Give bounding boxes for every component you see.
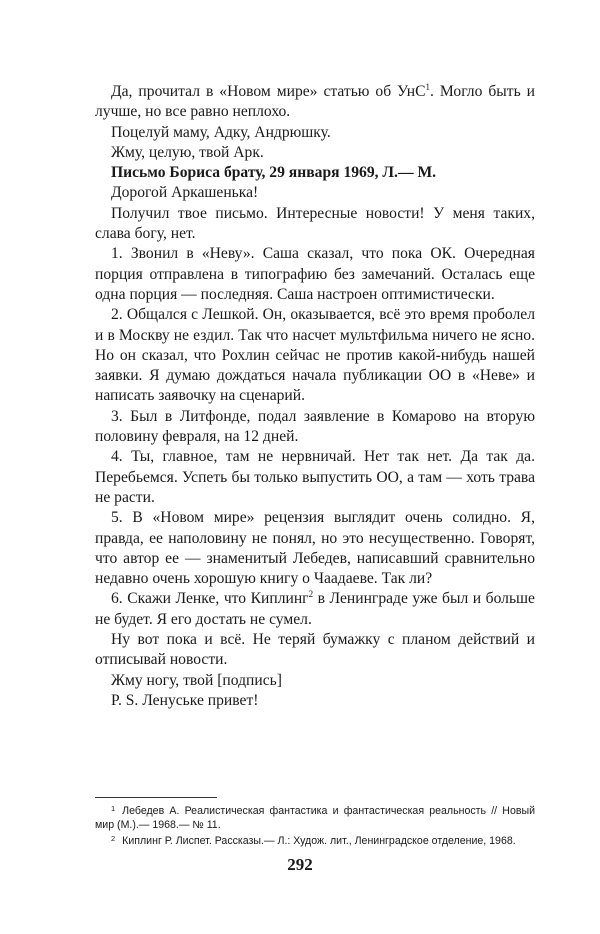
intro-line2: Поцелуй маму, Адку, Андрюшку. — [111, 123, 331, 141]
letter-postscript: P. S. Ленуське привет! — [111, 691, 259, 709]
footnote-ref-2: 2 — [308, 589, 314, 600]
letter-paragraph: 2. Общался с Лешкой. Он, оказывается, всё это время проболел и в Москву не ездил. Так что насчет мультфильма ничего не ясно. Но он сказал, что Рохлин сейчас не против какой-нибудь нашей заявки. Я думаю дождаться начала публикации ОО в «Неве» и написать заявочку на сценарий. — [95, 306, 535, 405]
letter-heading: Письмо Бориса брату, 29 января 1969, Л.— М. — [111, 164, 437, 182]
intro-paragraph — [95, 82, 535, 123]
footnote-number: 2 — [111, 834, 116, 844]
footnote-number: 1 — [111, 804, 116, 813]
letter-paragraph: Ну вот пока и всё. Не теряй бумажку с планом действий и отписывай новости. — [95, 631, 535, 669]
letter-paragraph: 5. В «Новом мире» рецензия выглядит очень солидно. Я, правда, ее наполовину не понял, но это несущественно. Говорят, что автор ее — знаменитый Лебедев, написавший сравнительно недавно очень хорошую книгу о Чаадаеве. Так ли? — [95, 509, 535, 588]
footnote-item — [95, 832, 535, 849]
letter-signature: Жму ногу, твой [подпись] — [111, 671, 282, 689]
letter-paragraph: 1. Звонил в «Неву». Саша сказал, что пока ОК. Очередная порция отправлена в типографию без замечаний. Осталась еще одна порция — последняя. Саша настроен оптимистически. — [95, 245, 535, 303]
letter-paragraph: Получил твое письмо. Интересные новости! У меня таких, слава богу, нет. — [95, 204, 535, 243]
letter-paragraph — [95, 589, 535, 630]
footnote-divider — [95, 797, 217, 798]
p7-end: в Ленинграде уже был и больше не будет. Я его достать не сумел. — [95, 590, 535, 628]
intro-line3: Жму, целую, твой Арк. — [111, 143, 264, 161]
footnote-item — [95, 802, 535, 832]
main-text — [95, 82, 535, 711]
page-number: 292 — [287, 855, 313, 874]
intro-line1: Да, прочитал в «Новом мире» статью об УнС — [111, 83, 426, 100]
letter-paragraph: 3. Был в Литфонде, подал заявление в Комарово на вторую половину февраля, на 12 дней. — [95, 407, 535, 446]
letter-greeting: Дорогой Аркашенька! — [111, 184, 259, 202]
footnote-text: Лебедев А. Реалистическая фантастика и фантастическая реальность // Новый мир (М.).— 1968.— № 11. — [95, 805, 535, 831]
footnote-ref-1: 1 — [425, 82, 431, 92]
letter-paragraph: 4. Ты, главное, там не нервничай. Нет так нет. Да так да. Перебьемся. Успеть бы только выпустить ОО, а там — хоть трава не расти. — [95, 448, 535, 506]
footnotes — [95, 802, 535, 849]
footnote-text: Киплинг Р. Лиспет. Рассказы.— Л.: Худож. лит., Ленинградское отделение, 1968. — [122, 835, 516, 848]
p7-start: 6. Скажи Ленке, что Киплинг — [111, 590, 309, 608]
intro-line1-end: . Могло быть и лучше, но все равно неплохо. — [95, 83, 535, 121]
